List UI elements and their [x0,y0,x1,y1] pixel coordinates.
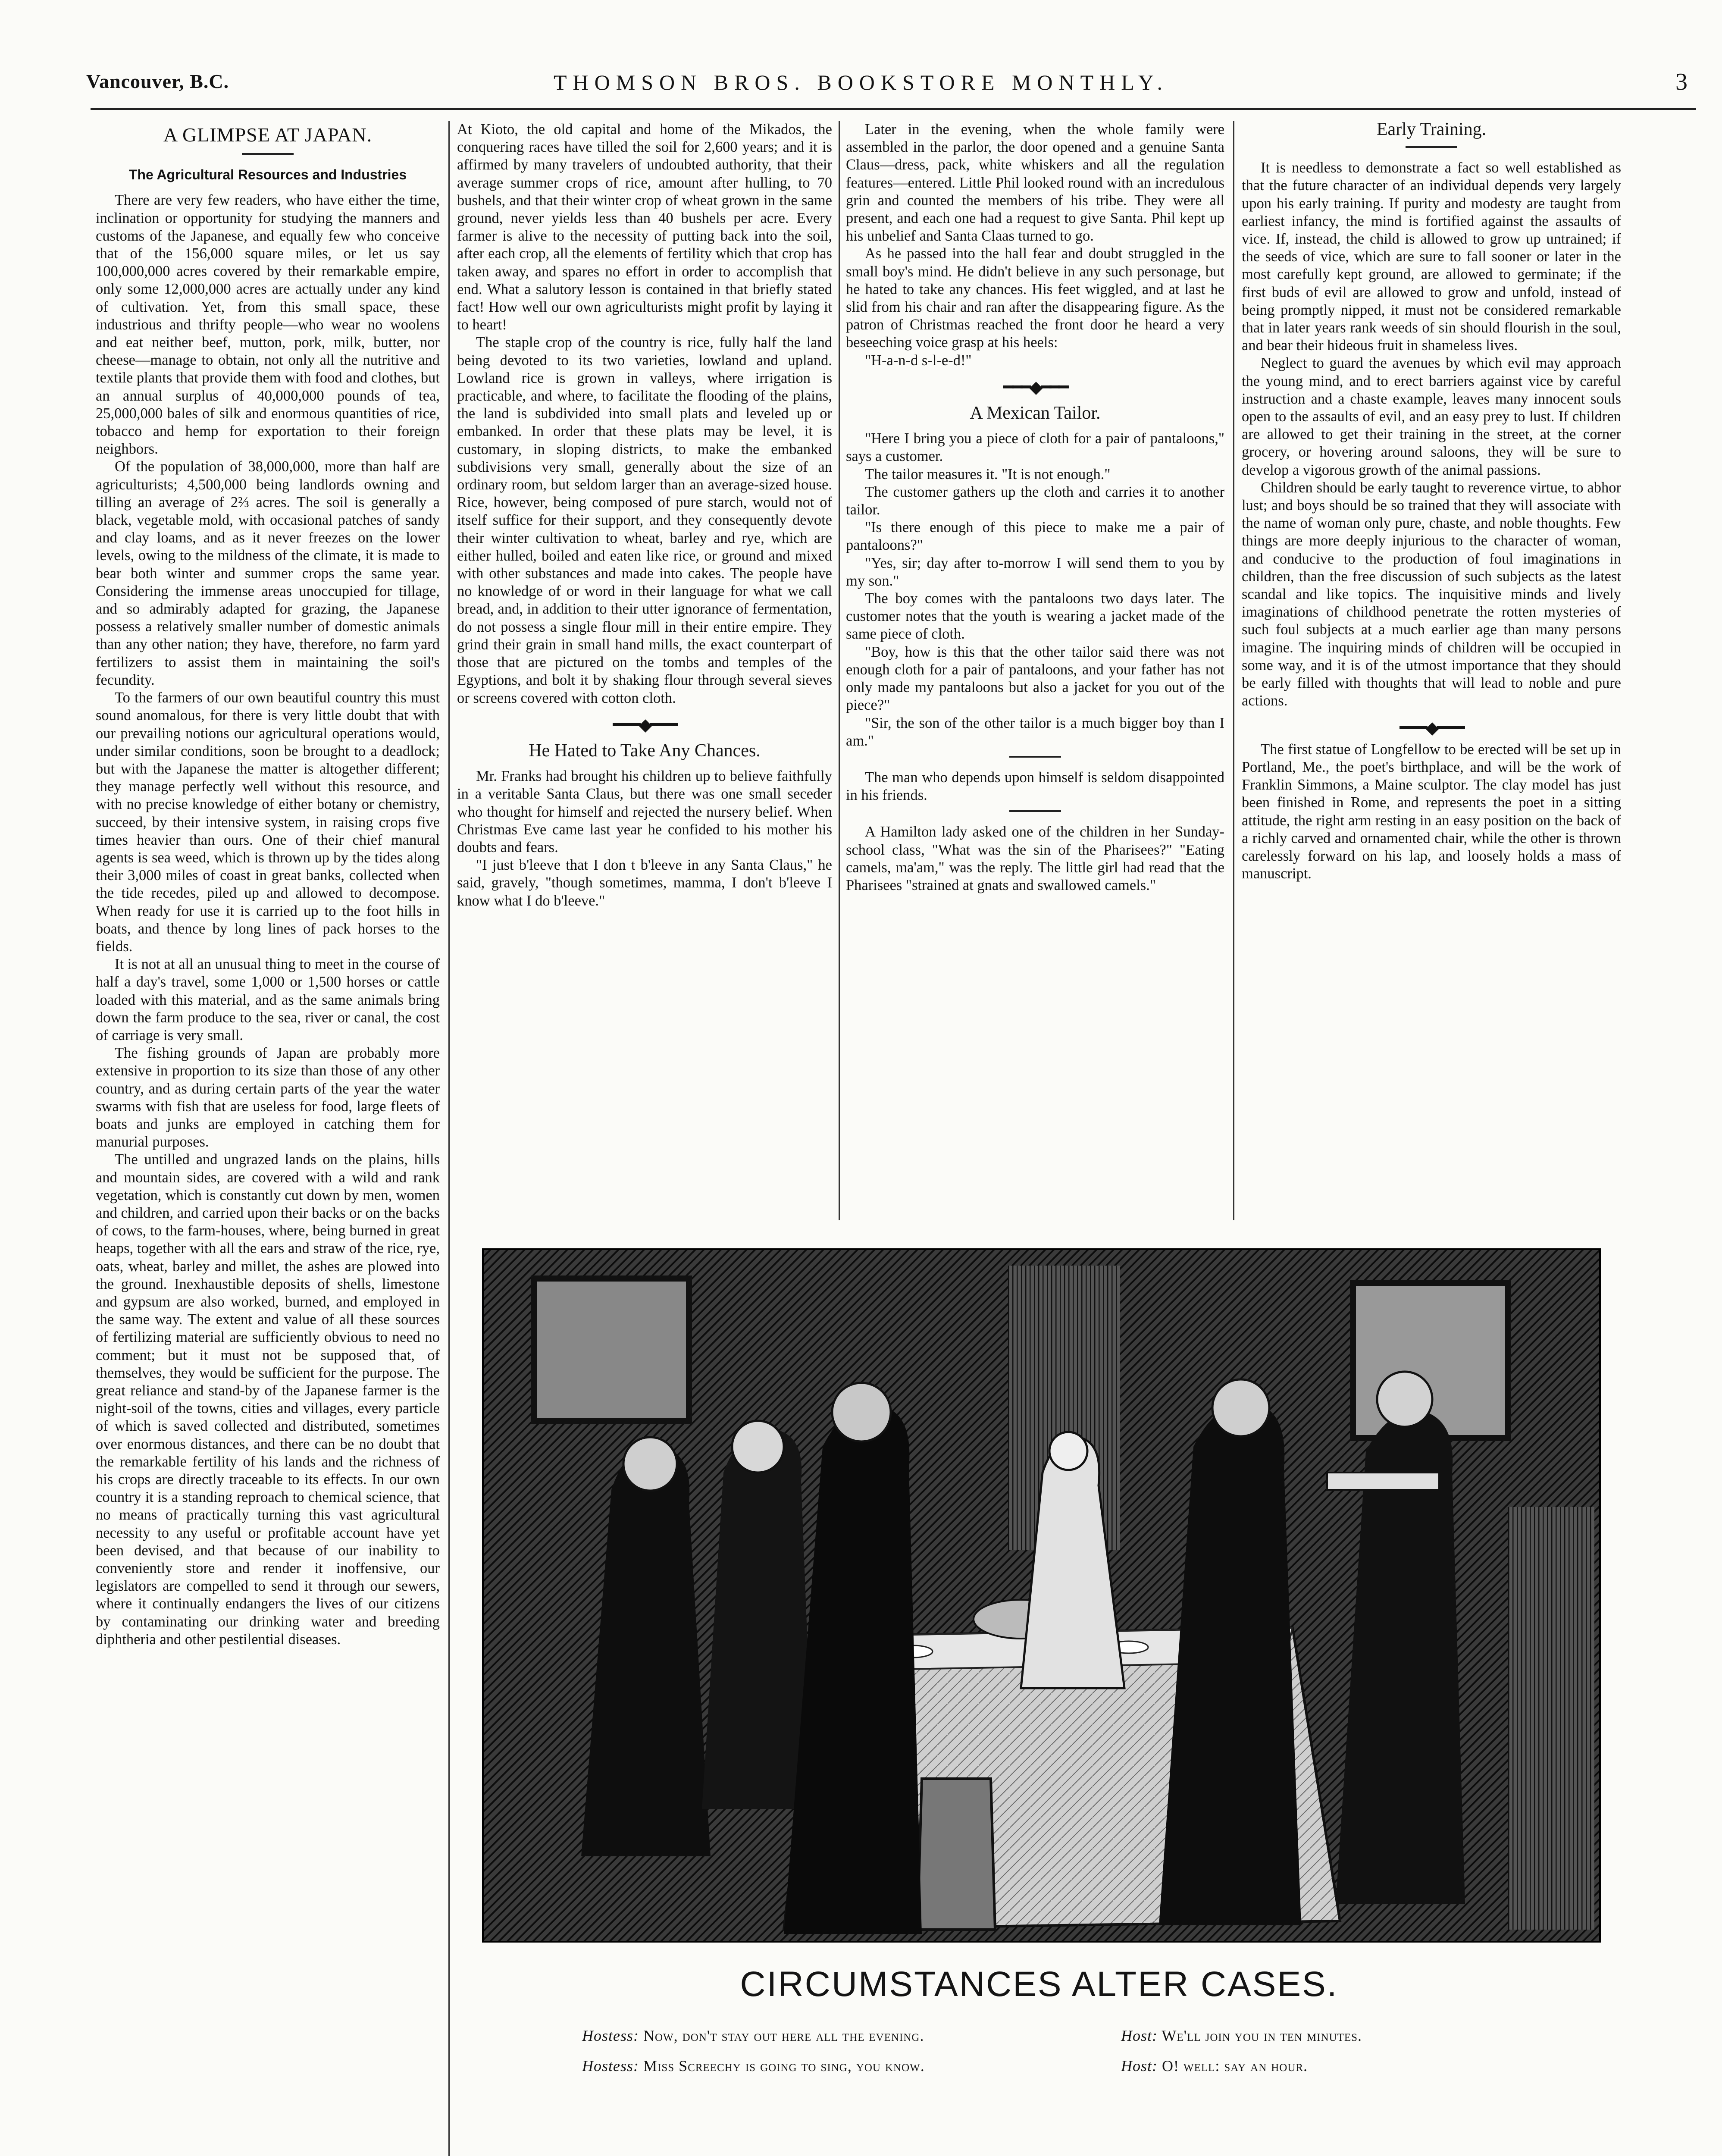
guest-head [623,1437,677,1491]
paragraph: The staple crop of the country is rice, fully half the land being devoted to its two varieties, lowland and upland. Lowland rice is grown in valleys, where irrigation is practicable, and where, to facilitate the flooding of the plains, the land is subdivided into small plats and leveled up or embanked. In order that these plats may be level, it is customary, in sloping districts, to make the embanked subdivisions very small, generally about the size of an ordinary room, but seldom larger than an average-sized house. Rice, however, being composed of pure starch, would not of itself suffice for their support, and they consequently devote their winter cultivation to wheat, barley and rye, which are either hulled, boiled and eaten like rice, or ground and mixed with other substances and made into cakes. The people have no knowledge of or word in their language for what we call bread, and, in addition to their utter ignorance of fermentation, do not possess a single flour mill in their entire empire. They grind their grain in small hand mills, the exact counterpart of those that are pictured on the tombs and temples of the Egyptions, and bolt it by shaking flour through several sieves or screens covered with cotton cloth. [457,334,832,706]
dialogue-line [582,2027,924,2045]
paragraph: Later in the evening, when the whole family were assembled in the parlor, the door opened and a genuine Santa Claus—dress, pack, white whiskers and all the regulation features—entered. Little Phil looked round with an incredulous grin and counted the members of his tribe. They were all present, and each one had a request to give Santa. Phil kept up his unbelief and Santa Claas turned to go. [846,121,1224,244]
wall-painting [534,1279,689,1421]
header-rule [91,108,1696,110]
paragraph: The untilled and ungrazed lands on the plains, hills and mountain sides, are covered with a wild and rank vegetation, which is constantly cut down by men, women and children, and carried upon their backs or on the backs of cows, to the farm-houses, where, being burned in great heaps, together with all the ears and straw of the rice, rye, oats, wheat, barley and millet, the ashes are plowed into the ground. Inexhaustible deposits of shells, limestone and gypsum are also worked, burned, and employed in the same way. The extent and value of all these sources of fertilizing material are sufficiently obvious to need no comment; but it must not be supposed that, of themselves, they would be sufficient for the purpose. The great reliance and stand-by of the Japanese farmer is the night-soil of the towns, cities and villages, every particle of which is saved collected and distributed, sometimes over enormous distances, and there can be no doubt that the remarkable fertility of his lands and the richness of his crops are directly traceable to its effects. In our own country it is a standing reproach to chemical science, that no means of practically turning this vast agricultural necessity to any useful or profitable account have yet been devised, and that because of our inability to conveniently store and render it inoffensive, our legislators are compelled to send it through our sewers, where it continually endangers the lives of our citizens by contaminating our drinking water and breeding diphtheria and other pestilential diseases. [96,1151,440,1648]
column-divider [839,121,840,1220]
bearded-guest-head [1212,1379,1269,1436]
paragraph: Children should be early taught to reverence virtue, to abhor lust; and boys should be so trained that they will associate with the name of woman only pure, chaste, and noble thoughts. Few things are more deeply injurious to the character of woman, and conducive to the production of foul imaginations in children, than the free discussion of such subjects as the latest scandal and like topics. The inquisitive minds and lively imaginations of childhood penetrate the rotten mysteries of such foul subjects at a much earlier age than many persons imagine. The inquiring minds of children will be occupied in some way, and it is of the utmost importance that they should be early filled with thoughts that will lead to noble and pure actions. [1242,479,1621,709]
paragraph: Of the population of 38,000,000, more than half are agriculturists; 4,500,000 being landlords owning and tilling an average of 2⅔ acres. The soil is generally a black, vegetable mold, with occasional patches of sandy and clay loams, and as it never freezes on the lower levels, owing to the mildness of the climate, it is made to bear both winter and summer crops the same year. Considering the immense areas unoccupied for tillage, and so admirably adapted for grazing, the Japanese possess a relatively smaller number of domestic animals than any other nation; they have, therefore, no farm yard fertilizers to assist them in maintaining the soil's fecundity. [96,458,440,688]
header-location: Vancouver, B.C. [86,70,229,92]
speaker-label: Host: [1121,2027,1158,2044]
paragraph: "Is there enough of this piece to make me a pair of pantaloons?" [846,519,1224,554]
dialogue-line [1121,2027,1362,2045]
paragraph: The tailor measures it. "It is not enough." [865,466,1111,483]
column-4 [1242,121,1621,1216]
butler-head [1377,1372,1432,1427]
paragraph: It is needless to demonstrate a fact so well established as that the future character of an individual depends very largely upon his early training. If purity and modesty are taught from earliest infancy, the mind is fortified against the assaults of vice. If, instead, the child is allowed to grow up untrained; if the seeds of vice, which are sure to fall sooner or later in the most carefully kept ground, are allowed to germinate; if the first buds of evil are allowed to grow and unfold, instead of being promptly nipped, it must not be considered remarkable that in later years rank weeds of sin should flourish in the soul, and bear their hideous fruit in shameless lives. [1242,160,1621,354]
dialogue-line [1121,2057,1308,2075]
paragraph: "Here I bring you a piece of cloth for a pair of pantaloons," says a customer. [846,430,1224,465]
dialogue-text: We'll join you in ten minutes. [1162,2027,1362,2044]
column-divider [448,121,450,2156]
dialogue-line [582,2057,925,2075]
side-furniture [1508,1507,1594,1930]
speaker-label: Host: [1121,2057,1158,2075]
paragraph: There are very few readers, who have either the time, inclination or opportunity for studying the manners and customs of the Japanese, and equally few who conceive that of the 156,000 square miles, or let us say 100,000,000 acres covered by their remarkable empire, only some 12,000,000 acres are actually under any kind of cultivation. Yet, from this small space, these industrious and thrifty people—who wear no woolens and eat neither beef, mutton, pork, milk, butter, nor cheese—manage to obtain, not only all the nutritive and textile plants that provide them with food and clothes, but an annual surplus of 40,000,000 pounds of tea, 25,000,000 bales of silk and enormous quantities of rice, tobacco and hemp for exportation to their foreign neighbors. [96,192,440,458]
paragraph: At Kioto, the old capital and home of the Mikados, the conquering races have tilled the soil for 2,600 years; and it is affirmed by many travelers of undoubted authority, that their average summer crops of rice, amount after hulling, to 70 bushels, and that their winter crop of wheat grown in the same ground, never yields less than 40 bushels per acre. Every farmer is alive to the necessity of putting back into the soil, after each crop, all the elements of fertility which that crop has taken away, and spares no effort in order to accomplish that end. What a salutory lesson is contained in that briefly stated fact! How well our own agriculturists might profit by laying it to heart! [457,121,832,333]
paragraph: "Boy, how is this that the other tailor said there was not enough cloth for a pair of pantaloons, and your father has not only made my pantaloons but also a jacket for you out of the piece?" [846,643,1224,714]
guest-head [732,1421,784,1473]
article-title-training: Early Training. [1376,121,1487,139]
article-title-chances: He Hated to Take Any Chances. [529,740,761,761]
article-title-tailor: A Mexican Tailor. [970,403,1101,423]
title-rule [242,153,294,155]
paragraph: The customer gathers up the cloth and carries it to another tailor. [846,483,1224,518]
paragraph: "Yes, sir; day after to-morrow I will send them to you by my son." [846,555,1224,589]
hostess-head [1049,1432,1087,1470]
paragraph: Mr. Franks had brought his children up to believe faithfully in a veritable Santa Claus, but there was one small seceder who thought for himself and rejected the nursery belief. When Christmas Eve came last year he confided to his mother his doubts and fears. [457,768,832,856]
section-ornament: ━━━◆━━━ [1003,377,1067,397]
dialogue-text: O! well: say an hour. [1162,2057,1308,2075]
paragraph: It is not at all an unusual thing to meet in the course of half a day's travel, some 1,000 or 1,500 horses or cattle loaded with this material, and as the same animals bring down the farm produce to the sea, river or canal, the cost of carriage is very small. [96,956,440,1044]
speaker-label: Hostess: [582,2027,639,2044]
cartoon-title: CIRCUMSTANCES ALTER CASES. [740,1965,1338,2004]
paragraph: "I just b'leeve that I don t b'leeve in any Santa Claus," he said, gravely, "though sometimes, mamma, I don't b'leeve I know what I do b'leeve." [457,857,832,909]
paragraph: "H-a-n-d s-l-e-d!" [865,352,972,369]
paragraph: "Sir, the son of the other tailor is a much bigger boy than I am." [846,714,1224,749]
page-header [17,65,1705,103]
host-head [832,1383,891,1442]
paragraph: Neglect to guard the avenues by which evil may approach the young mind, and to erect barriers against vice by careful instruction and a chaste example, leaves many innocent souls open to the assaults of evil, and an easy prey to lust. If children are allowed to get their training in the street, at the corner grocery, or hovering around saloons, they will be sure to develop a vigorous growth of the animal passions. [1242,355,1621,478]
chair [917,1779,995,1930]
column-3 [846,121,1224,1216]
column-1 [96,121,440,2156]
serving-tray [1327,1473,1439,1490]
section-rule [1009,810,1061,812]
paragraph: The fishing grounds of Japan are probably more extensive in proportion to its size than those of any other country, and as during certain parts of the year the water swarms with fish that are useless for food, large fleets of boats and junks are employed in catching them for manurial purposes. [96,1045,440,1150]
header-publication-title: THOMSON BROS. BOOKSTORE MONTHLY. [553,70,1168,94]
paragraph: The man who depends upon himself is seldom disappointed in his friends. [846,769,1224,804]
paragraph: A Hamilton lady asked one of the children in her Sunday-school class, "What was the sin of the Pharisees?" "Eating camels, ma'am," was the reply. The little girl had read that the Pharisees "strained at gnats and swallowed camels." [846,824,1224,893]
paragraph: To the farmers of our own beautiful country this must sound anomalous, for there is very little doubt that with our prevailing notions our agricultural operations would, under similar conditions, soon be brought to a deadlock; but with the Japanese the matter is altogether different; they manage perfectly well without this resource, and with no precise knowledge of either botany or chemistry, succeed, by their intensive system, in raising crops five times heavier than ours. One of their chief manural agents is sea weed, which is thrown up by the tides along their 3,000 miles of coast in great banks, collected when the tide recedes, piled up and allowed to decompose. When ready for use it is carried up to the foot hills in boats, and thence by long lines of pack horses to the fields. [96,689,440,955]
dialogue-text: Now, don't stay out here all the evening. [643,2027,924,2044]
section-ornament: ━━━◆━━━ [613,714,676,734]
paragraph: The boy comes with the pantaloons two days later. The customer notes that the youth is wearing a jacket made of the same piece of cloth. [846,590,1224,642]
speaker-label: Hostess: [582,2057,639,2075]
column-2 [457,121,832,1220]
title-rule [1406,146,1457,148]
dialogue-text: Miss Screechy is going to sing, you know. [643,2057,925,2075]
paragraph: The first statue of Longfellow to be erected will be set up in Portland, Me., the poet's birthplace, and will be the work of Franklin Simmons, a Maine sculptor. The clay model has just been finished in Rome, and represents the poet in a sitting attitude, the right arm resting in an easy position on the back of a richly carved and ornamented chair, while the other is thrown carelessly forward on his lap, and loosely holds a mass of manuscript. [1242,741,1621,882]
article-subtitle-japan: The Agricultural Resources and Industries [128,167,407,183]
paragraph: As he passed into the hall fear and doubt struggled in the small boy's mind. He didn't believe in any such personage, but he hated to take any chances. His feet wiggled, and at last he slid from his chair and ran after the disappearing figure. As the patron of Christmas reached the front door he heard a very beseeching voice grasp at his heels: [846,245,1224,351]
section-ornament: ━━━◆━━━ [1400,718,1463,737]
section-rule [1009,756,1061,758]
column-divider [1233,121,1234,1220]
dinner-party-engraving [482,1248,1601,1943]
article-title-japan: A GLIMPSE AT JAPAN. [163,124,373,146]
header-page-number: 3 [1675,69,1688,95]
